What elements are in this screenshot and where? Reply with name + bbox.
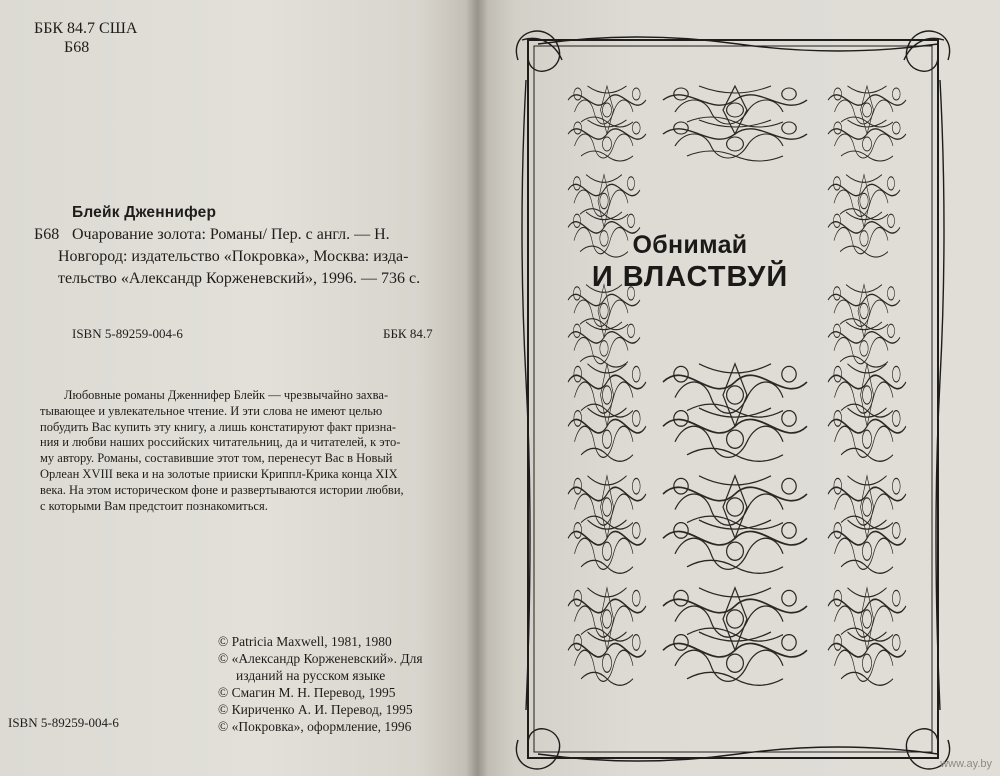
copyright-line: © «Покровка», оформление, 1996 xyxy=(218,719,412,734)
ornament-row xyxy=(568,588,906,686)
corner-ribbon-icon xyxy=(516,31,949,769)
annotation xyxy=(40,388,450,514)
book-title-line1: Обнимай xyxy=(632,231,748,259)
copyright-line: изданий на русском языке xyxy=(236,668,386,683)
annotation-line: века. На этом историческом фоне и развертываются истории любви, xyxy=(40,482,404,497)
watermark: www.ay.by xyxy=(940,758,992,770)
isbn-bottom: ISBN 5-89259-004-6 xyxy=(8,715,119,730)
annotation-line: с которыми Вам предстоит познакомиться. xyxy=(40,498,268,513)
catalog-code: Б68 xyxy=(34,226,60,243)
copyright-line: © Смагин М. Н. Перевод, 1995 xyxy=(218,685,396,700)
book-title-line2: И ВЛАСТВУЙ xyxy=(591,261,789,293)
isbn: ISBN 5-89259-004-6 xyxy=(72,326,183,341)
annotation-line: му автору. Романы, составившие этот том, перенесут Вас в Новый xyxy=(40,451,393,466)
bib-line: тельство «Александр Корженевский», 1996. — 736 с. xyxy=(58,270,421,287)
left-page xyxy=(0,0,478,776)
bib-line: Новгород: издательство «Покровка», Москва: изда- xyxy=(58,248,409,265)
copyright-line: © Кириченко А. И. Перевод, 1995 xyxy=(218,702,413,717)
ornamental-frame xyxy=(478,0,1000,776)
copyright-line: © «Александр Корженевский». Для xyxy=(218,651,423,666)
annotation-line: ния и любви наших российских читательниц, да и читателей, к это- xyxy=(40,435,401,450)
annotation-line: побудить Вас купить эту книгу, а лишь констатируют факт призна- xyxy=(40,419,397,434)
ornament-row xyxy=(568,476,906,574)
annotation-line: тывающее и увлекательное чтение. И эти слова не имеют целью xyxy=(40,403,383,418)
annotation-line: Любовные романы Дженнифер Блейк — чрезвычайно захва- xyxy=(64,388,389,402)
copyright-block xyxy=(218,633,423,735)
book-spine-shadow xyxy=(466,0,488,776)
bbk-code: ББК 84.7 xyxy=(383,326,433,341)
bibliographic-record xyxy=(58,224,452,290)
copyright-line: © Patricia Maxwell, 1981, 1980 xyxy=(218,634,392,649)
bbk-header xyxy=(34,19,137,57)
right-page xyxy=(478,0,1000,776)
bib-line: Очарование золота: Романы/ Пер. с англ. — Н. xyxy=(72,226,390,243)
author-name: Блейк Дженнифер xyxy=(72,204,217,221)
ornament-row xyxy=(568,364,906,462)
annotation-line: Орлеан XVIII века и на золотые прииски Криппл-Крика конца XIX xyxy=(40,466,398,481)
bbk-header-line: ББК 84.7 США xyxy=(34,20,138,37)
bbk-header-code: Б68 xyxy=(64,39,90,56)
ornament-row xyxy=(568,86,906,161)
ornament-row xyxy=(568,285,900,368)
